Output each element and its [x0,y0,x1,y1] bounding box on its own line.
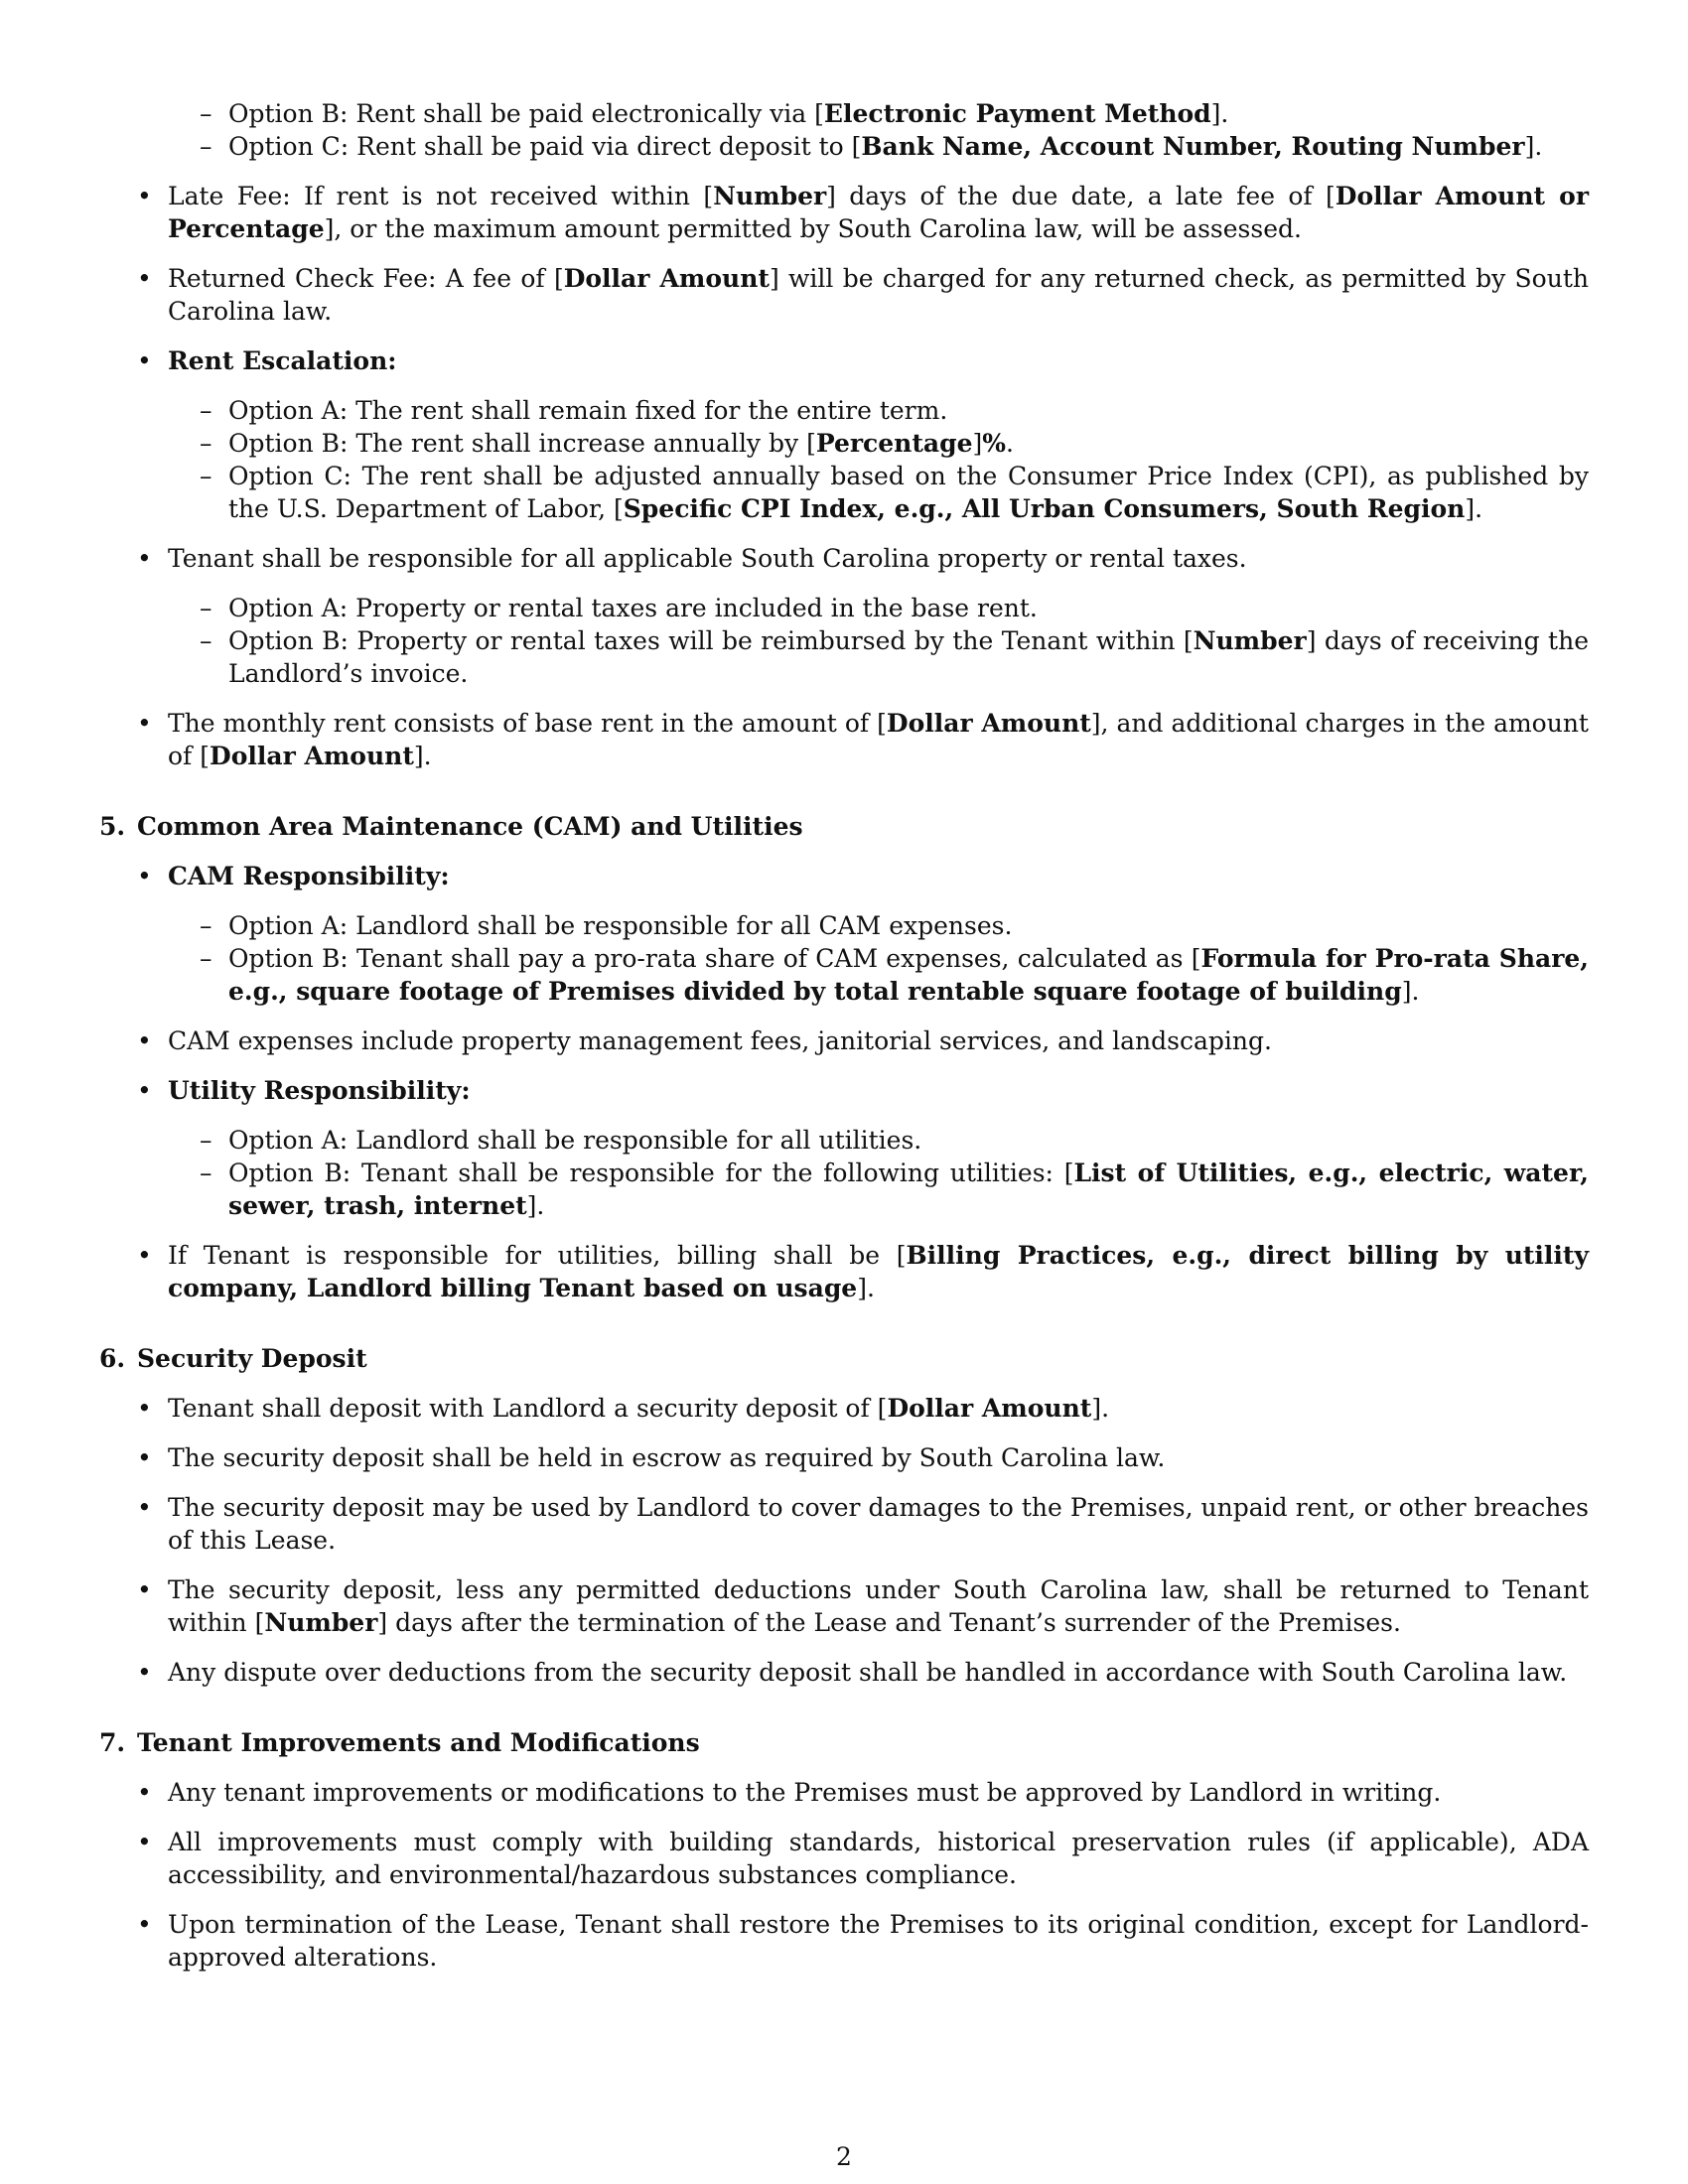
text-segment: ]. [413,742,432,770]
text-segment: Dollar Amount or Percentage [168,182,1590,243]
text-segment: Formula for Pro-rata Share, e.g., square footage of Premises divided by total rentable square footage of building [228,944,1589,1006]
text-segment: ]. [1210,99,1229,128]
text-segment: Billing Practices, e.g., direct billing by utility company, Landlord billing Tenant based on usage [168,1241,1589,1302]
text-segment: Tenant shall deposit with Landlord a security deposit of [ [168,1394,888,1423]
text-segment: . [1006,429,1014,458]
utility-billing-item [99,1239,1589,1304]
text-segment: ] days after the termination of the Lease and Tenant’s surrender of the Premises. [377,1608,1401,1637]
text-segment: Option C: Rent shall be paid via direct deposit to [ [228,132,862,161]
text-segment: Returned Check Fee: A fee of [ [168,264,564,293]
rent-escalation-option-c [99,460,1589,525]
text-segment: Late Fee: If rent is not received within [ [168,182,714,210]
improvements-compliance-item [99,1826,1589,1891]
text-segment: Number [264,1608,378,1637]
improvements-restore-item [99,1908,1589,1974]
text-segment: % [982,429,1007,458]
text-segment: The monthly rent consists of base rent in the amount of [ [168,709,887,738]
text-segment: Common Area Maintenance (CAM) and Utilities [137,812,803,841]
cam-responsibility-heading [99,860,1589,892]
section-5-title [137,812,803,841]
text-segment: ] days of receiving the Landlord’s invoice. [228,626,1589,688]
text-segment: ]. [1401,977,1420,1006]
text-segment: ], and additional charges in the amount of [ [168,709,1589,770]
taxes-item [99,542,1589,575]
text-segment: ], or the maximum amount permitted by South Carolina law, will be assessed. [324,214,1302,243]
rent-escalation-option-a [99,394,1589,427]
text-segment: Dollar Amount [886,709,1091,738]
text-segment: Upon termination of the Lease, Tenant shall restore the Premises to its original condition, except for Landlord-approved alterations. [168,1910,1589,1972]
text-segment: Option B: Tenant shall pay a pro-rata share of CAM expenses, calculated as [ [228,944,1201,973]
text-segment: ]. [1091,1394,1110,1423]
text-segment: ] [972,429,983,458]
text-segment: If Tenant is responsible for utilities, billing shall be [ [168,1241,907,1270]
text-segment: ]. [1465,494,1483,523]
text-segment: Dollar Amount [563,264,770,293]
text-segment: The security deposit shall be held in escrow as required by South Carolina law. [168,1443,1166,1472]
section-7-number: 7. [99,1728,126,1757]
text-segment: Option B: The rent shall increase annually by [ [228,429,816,458]
rent-escalation-option-b [99,427,1589,460]
improvements-approval-item [99,1776,1589,1809]
utility-option-a [99,1124,1589,1157]
text-segment: Electronic Payment Method [823,99,1211,128]
page-content [99,97,1589,1974]
text-segment: Option B: Rent shall be paid electronically via [ [228,99,824,128]
cam-expenses-item [99,1024,1589,1057]
rent-payment-option-b [99,97,1589,130]
section-6-number: 6. [99,1344,126,1373]
monthly-rent-item [99,707,1589,772]
cam-option-a [99,909,1589,942]
text-segment: Option A: Property or rental taxes are included in the base rent. [228,594,1038,622]
text-segment: Number [713,182,827,210]
returned-check-fee-item [99,262,1589,328]
text-segment: Option B: Property or rental taxes will be reimbursed by the Tenant within [ [228,626,1194,655]
text-segment: Rent Escalation: [168,346,397,375]
deposit-dispute-item [99,1656,1589,1689]
rent-escalation-heading [99,344,1589,377]
text-segment: Option B: Tenant shall be responsible for the following utilities: [ [228,1159,1074,1187]
text-segment: Specific CPI Index, e.g., All Urban Consumers, South Region [623,494,1466,523]
text-segment: Security Deposit [137,1344,367,1373]
text-segment: The security deposit, less any permitted deductions under South Carolina law, shall be returned to Tenant within [ [168,1575,1589,1637]
rent-payment-option-c [99,130,1589,163]
text-segment: ] days of the due date, a late fee of [ [826,182,1336,210]
text-segment: ]. [1524,132,1543,161]
text-segment: ]. [526,1191,545,1220]
text-segment: The security deposit may be used by Landlord to cover damages to the Premises, unpaid rent, or other breaches of this Lease. [168,1493,1589,1555]
section-6-heading [99,1342,1589,1375]
text-segment: All improvements must comply with building standards, historical preservation rules (if applicable), ADA accessibility, and environmental/hazardous substances compliance. [168,1828,1589,1889]
utility-option-b [99,1157,1589,1222]
text-segment: Option C: The rent shall be adjusted annually based on the Consumer Price Index (CPI), as published by the U.S. Department of Labor, [ [228,462,1589,523]
deposit-amount-item [99,1392,1589,1425]
text-segment: Bank Name, Account Number, Routing Number [861,132,1525,161]
deposit-use-item [99,1491,1589,1557]
text-segment: Number [1193,626,1307,655]
section-5-number: 5. [99,812,126,841]
deposit-return-item [99,1573,1589,1639]
text-segment: CAM expenses include property management fees, janitorial services, and landscaping. [168,1026,1272,1055]
section-7-heading [99,1726,1589,1759]
section-5-heading [99,810,1589,843]
text-segment: Option A: Landlord shall be responsible for all CAM expenses. [228,911,1013,940]
section-7-title [137,1728,700,1757]
page-number: 2 [836,2142,852,2171]
text-segment: CAM Responsibility: [168,862,450,890]
text-segment: Any dispute over deductions from the security deposit shall be handled in accordance with South Carolina law. [168,1658,1568,1687]
cam-option-b [99,942,1589,1008]
text-segment: Tenant shall be responsible for all applicable South Carolina property or rental taxes. [168,544,1247,573]
text-segment: Option A: The rent shall remain fixed for the entire term. [228,396,948,425]
taxes-option-b [99,624,1589,690]
text-segment: Dollar Amount [887,1394,1092,1423]
text-segment: Tenant Improvements and Modifications [137,1728,700,1757]
text-segment: Utility Responsibility: [168,1076,471,1105]
text-segment: Any tenant improvements or modifications to the Premises must be approved by Landlord in writing. [168,1778,1442,1807]
text-segment: Dollar Amount [210,742,414,770]
late-fee-item [99,180,1589,245]
section-6-title [137,1344,367,1373]
taxes-option-a [99,592,1589,624]
text-segment: List of Utilities, e.g., electric, water, sewer, trash, internet [228,1159,1589,1220]
text-segment: ]. [857,1274,875,1302]
text-segment: Option A: Landlord shall be responsible for all utilities. [228,1126,922,1155]
text-segment: ] will be charged for any returned check, as permitted by South Carolina law. [168,264,1589,326]
text-segment: Percentage [815,429,973,458]
utility-responsibility-heading [99,1074,1589,1107]
deposit-escrow-item [99,1441,1589,1474]
